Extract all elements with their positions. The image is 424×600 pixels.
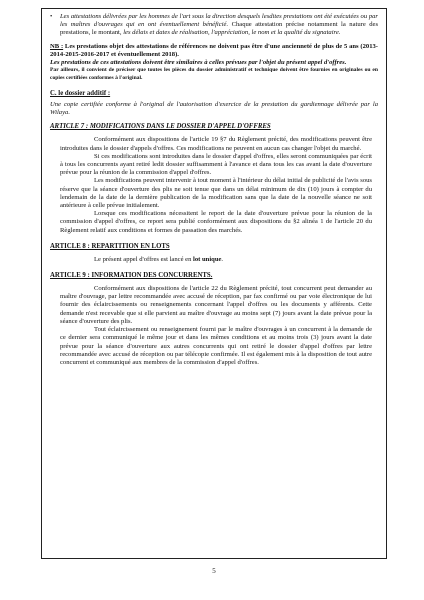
nb-note: Par ailleurs, il convient de préciser que toutes les pièces du dossier administratif et technique doivent être fournies en originales ou en copies certifiées conformes à l'original. xyxy=(50,67,378,81)
article7-heading: ARTICLE 7 : MODIFICATIONS DANS LE DOSSIER D'APPEL D'OFFRES xyxy=(50,123,271,131)
article9-paragraph-2: Tout éclaircissement ou renseignement fourni par le maître d'ouvrages à un concurrent à la demande de ce dernier sera communiqué le même jour et dans les mêmes conditions et au moins trois (3) jours avant la date prévue pour la séance d'ouverture aux autres concurrents qui ont retiré le dossier d'appel d'offres par lettre recommandée avec accusé de réception ou par télécopie confirmée. Il est également mis à la disposition de tout autre concurrent et communiqué aux membres de la commission d'appel d'offres. xyxy=(60,326,372,366)
article9-paragraph-1: Conformément aux dispositions de l'article 22 du Règlement précité, tout concurrent peut demander au maître d'ouvrage, par lettre recommandée avec accusé de réception, par fax confirmé ou par voie électronique de lui fournir des éclaircissements ou renseignements concernant l'appel d'offres ou les documents y afférents. Cette demande n'est recevable que si elle parvient au maître d'ouvrage au moins sept (7) jours avant la date prévue pour la séance d'ouverture des plis. xyxy=(60,285,372,325)
article7-paragraph-2: Si ces modifications sont introduites dans le dossier d'appel d'offres, elles seront communiquées par écrit à tous les concurrents ayant retiré ledit dossier suffisamment à l'avance et dans tous les cas avant la date d'ouverture prévue pour la réunion de la commission d'appel d'offres. xyxy=(60,152,372,177)
article7-paragraph-1: Conformément aux dispositions de l'article 19 §7 du Règlement précité, des modifications peuvent être introduites dans le dossier d'appels d'offres. Ces modifications ne peuvent en aucun cas changer l'objet du marché. xyxy=(60,136,372,152)
section-c-heading: C. le dossier additif : xyxy=(50,90,111,98)
article8-text: Le présent appel d'offres est lancé en lot unique. xyxy=(94,255,224,263)
bullet-symbol: • xyxy=(50,13,53,20)
page-frame xyxy=(41,8,387,559)
bullet-item xyxy=(50,13,378,38)
page-number: 5 xyxy=(212,567,216,575)
nb-paragraph: NB : Les prestations objet des attestations de références ne doivent pas être d'une ancienneté de plus de 5 ans (2013-2014-2015-2016-2017 et éventuellement 2018). xyxy=(50,42,378,58)
bullet-text: Les attestations délivrées par les hommes de l'art sous la direction desquels lesdites prestations ont été exécutées ou par les maîtres d'ouvrages qui en ont éventuellement bénéficié. Chaque attestation précise notamment la nature des prestations, le montant, les délais et dates de réalisation, l'appréciation, le nom et la qualité du signataire. xyxy=(60,13,379,37)
article8-heading: ARTICLE 8 : REPARTITION EN LOTS xyxy=(50,242,170,250)
section-c-text: Une copie certifiée conforme à l'original de l'autorisation d'exercice de la prestation du gardiennage délivrée par la Wilaya. xyxy=(50,101,378,117)
nb-similar-text: Les prestations de ces attestations doivent être similaires à celles prévues par l'objet du présent appel d'offres. xyxy=(50,59,347,67)
article7-paragraph-3: Les modifications peuvent intervenir à tout moment à l'intérieur du délai initial de publicité de l'avis sous réserve que la séance d'ouverture des plis ne soit tenue que dans un délai minimum de dix (10) jours à compter du lendemain de la date de la dernière publication de la modification sans que la date de la nouvelle séance ne soit antérieure à celle prévue initialement. xyxy=(60,177,372,210)
article7-paragraph-4: Lorsque ces modifications nécessitent le report de la date d'ouverture prévue pour la réunion de la commission d'appel d'offres, ce report sera publié conformément aux dispositions du §2 alinéa 1 de l'article 20 du Règlement relatif aux conditions et formes de passation des marchés. xyxy=(60,210,372,234)
article9-heading: ARTICLE 9 : INFORMATION DES CONCURRENTS. xyxy=(50,272,213,280)
